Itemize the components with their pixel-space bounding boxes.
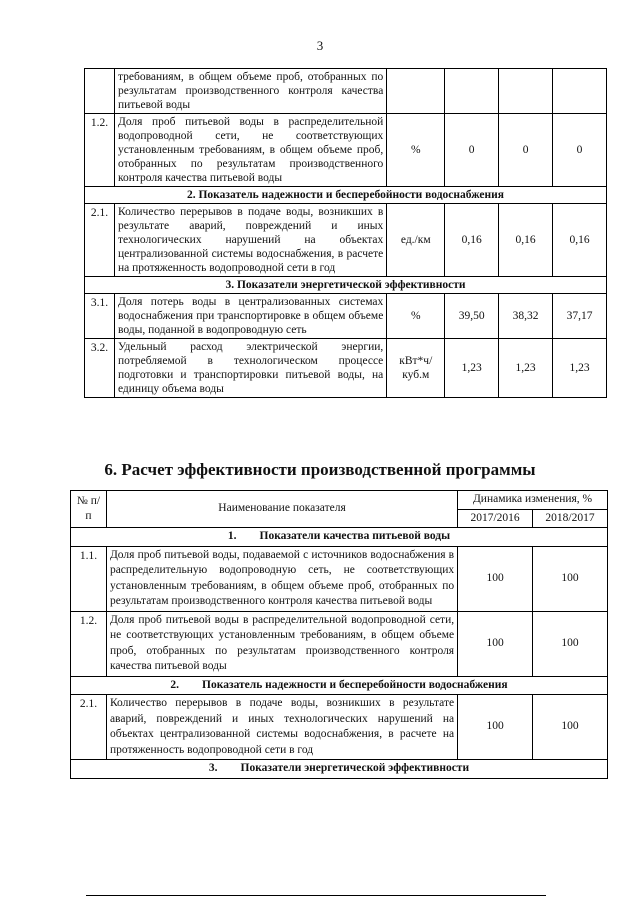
section-title: 2. Показатель надежности и бесперебойности водоснабжения	[85, 187, 607, 204]
page-bottom-line	[86, 895, 546, 896]
header-col1: 2017/2016	[458, 509, 533, 528]
value-cell: 0	[445, 114, 499, 187]
value-cell: 38,32	[499, 294, 553, 339]
table-row	[85, 339, 607, 398]
unit-cell: %	[387, 114, 445, 187]
indicator-description: Доля потерь воды в централизованных системах водоснабжения при транспортировке в общем объеме воды, поданной в водопроводную сеть	[114, 294, 386, 339]
table-row	[71, 546, 608, 611]
header-row	[71, 491, 608, 510]
header-dynamics: Динамика изменения, %	[458, 491, 608, 510]
header-name: Наименование показателя	[106, 491, 457, 528]
value-cell: 1,23	[499, 339, 553, 398]
indicator-description: требованиям, в общем объеме проб, отобранных по результатам производственного контроля качества питьевой воды	[114, 69, 386, 114]
row-number: 1.2.	[85, 114, 115, 187]
table-row	[85, 69, 607, 114]
unit-cell: кВт*ч/ куб.м	[387, 339, 445, 398]
row-number: 3.2.	[85, 339, 115, 398]
table-row	[71, 611, 608, 676]
value-cell: 39,50	[445, 294, 499, 339]
value-cell	[553, 69, 607, 114]
row-number: 1.2.	[71, 611, 107, 676]
section-6-title: 6. Расчет эффективности производственной программы	[104, 460, 536, 479]
value-cell: 0	[499, 114, 553, 187]
section-row	[85, 277, 607, 294]
value-cell: 0,16	[445, 204, 499, 277]
value-cell: 1,23	[445, 339, 499, 398]
indicators-table	[84, 68, 607, 398]
value-cell: 1,23	[553, 339, 607, 398]
value-cell: 100	[533, 546, 608, 611]
value-cell	[445, 69, 499, 114]
unit-cell: ед./км	[387, 204, 445, 277]
row-number: 2.1.	[71, 695, 107, 760]
header-num: № п/п	[71, 491, 107, 528]
unit-cell	[387, 69, 445, 114]
section-row	[71, 528, 608, 547]
value-cell: 0,16	[553, 204, 607, 277]
value-cell: 100	[533, 611, 608, 676]
indicator-description: Количество перерывов в подаче воды, возникших в результате аварий, повреждений и иных технологических нарушений на объектах централизованной системы водоснабжения, в расчете на протяженность водопроводной сети в год	[114, 204, 386, 277]
row-number	[85, 69, 115, 114]
indicator-description: Количество перерывов в подаче воды, возникших в результате аварий, повреждений и иных технологических нарушений на объектах централизованной системы водоснабжения, в расчете на протяженность водопроводной сети в год	[106, 695, 457, 760]
row-number: 3.1.	[85, 294, 115, 339]
indicator-description: Доля проб питьевой воды, подаваемой с источников водоснабжения в распределительную водопроводную сеть, не соответствующих установленным требованиям, в общем объеме проб, отобранных по результатам производственного контроля качества питьевой воды	[106, 546, 457, 611]
value-cell: 0	[553, 114, 607, 187]
value-cell	[499, 69, 553, 114]
section-title: 2. Показатель надежности и бесперебойности водоснабжения	[71, 676, 608, 695]
section-title: 3. Показатели энергетической эффективности	[85, 277, 607, 294]
value-cell: 100	[458, 695, 533, 760]
section-row	[85, 187, 607, 204]
indicator-description: Доля проб питьевой воды в распределительной водопроводной сети, не соответствующих установленным требованиям, в общем объеме проб, отобранных по результатам производственного контроля качества питьевой воды	[114, 114, 386, 187]
value-cell: 100	[458, 611, 533, 676]
page-number: 3	[316, 38, 324, 53]
section-title: 3. Показатели энергетической эффективности	[71, 760, 608, 779]
table-row	[71, 695, 608, 760]
section-row	[71, 760, 608, 779]
table-row	[85, 204, 607, 277]
value-cell: 0,16	[499, 204, 553, 277]
header-col2: 2018/2017	[533, 509, 608, 528]
indicator-description: Удельный расход электрической энергии, потребляемой в технологическом процессе подготовки и транспортировки питьевой воды, на единицу объема воды	[114, 339, 386, 398]
value-cell: 100	[458, 546, 533, 611]
unit-cell: %	[387, 294, 445, 339]
row-number: 1.1.	[71, 546, 107, 611]
indicator-description: Доля проб питьевой воды в распределительной водопроводной сети, не соответствующих установленным требованиям, в общем объеме проб, отобранных по результатам производственного контроля качества питьевой воды	[106, 611, 457, 676]
section-title: 1. Показатели качества питьевой воды	[71, 528, 608, 547]
table-row	[85, 294, 607, 339]
value-cell: 100	[533, 695, 608, 760]
value-cell: 37,17	[553, 294, 607, 339]
efficiency-table	[70, 490, 608, 779]
row-number: 2.1.	[85, 204, 115, 277]
section-row	[71, 676, 608, 695]
table-row	[85, 114, 607, 187]
